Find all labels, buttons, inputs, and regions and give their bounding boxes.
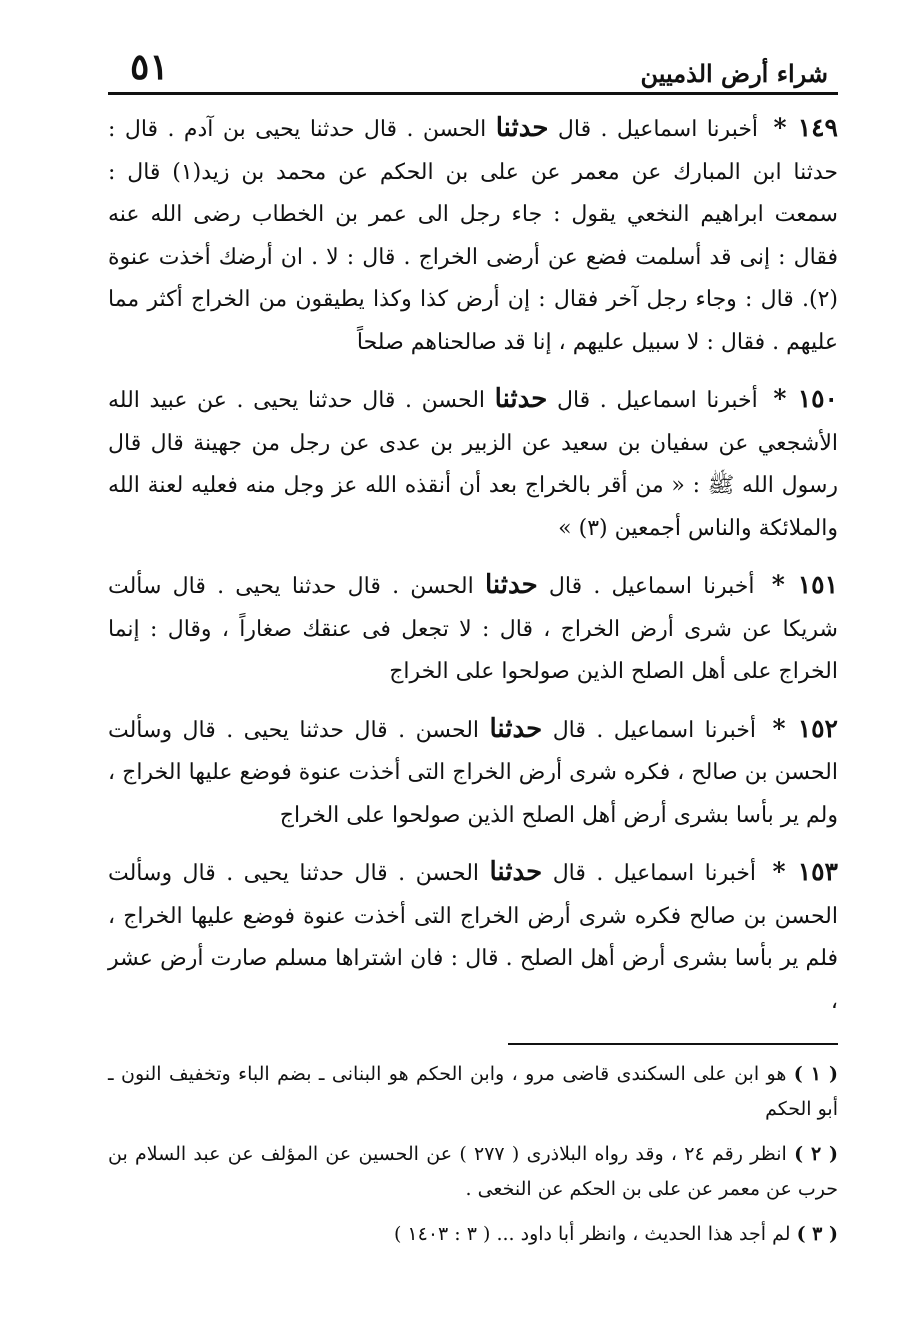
hadith-paragraph-149	[108, 107, 838, 364]
paragraph-number: ١٥١ *	[771, 570, 839, 599]
paragraph-number: ١٥٣ *	[772, 857, 838, 886]
paragraph-text-before: أخبرنا اسماعيل . قال	[548, 574, 755, 599]
footnotes	[108, 1057, 838, 1252]
paragraph-number: ١٤٩ *	[773, 113, 838, 142]
haddathana-word: حدثنا	[494, 384, 548, 414]
paragraph-text: الحسن . قال حدثنا يحيى . عن عبيد الله الأشجعي عن سفيان بن سعيد عن الزبير بن عدى عن رجل من جهينة قال قال رسول الله ﷺ : « من أقر بالخراج بعد أن أنقذه الله عز وجل منه فعليه لعنة الله والملائكة والناس أجمعين (٣) »	[108, 388, 838, 541]
paragraph-text-before: أخبرنا اسماعيل . قال	[552, 861, 756, 886]
hadith-paragraph-150	[108, 378, 838, 550]
paragraph-text: الحسن . قال حدثنا يحيى بن آدم . قال : حدثنا ابن المبارك عن معمر عن على بن الحكم عن محمد بن زيد(١) قال : سمعت ابراهيم النخعي يقول : جاء رجل الى عمر بن الخطاب رضى الله عنه فقال : إنى قد أسلمت فضع عن أرضى الخراج . قال : لا . ان أرضك أخذت عنوة (٢). قال : وجاء رجل آخر فقال : إن أرض كذا وكذا يطيقون من الخراج أكثر مما عليهم . فقال : لا سبيل عليهم ، إنا قد صالحناهم صلحاً	[108, 117, 839, 355]
footnote-text: لم أجد هذا الحديث ، وانظر أبا داود ... ( ٣ : ١٤٠٣ )	[393, 1223, 791, 1245]
hadith-paragraph-152	[108, 708, 838, 838]
paragraph-text-before: أخبرنا اسماعيل . قال	[556, 388, 758, 413]
main-text	[108, 107, 838, 1023]
haddathana-word: حدثنا	[495, 113, 549, 143]
paragraph-text: الحسن . قال حدثنا يحيى . قال وسألت الحسن بن صالح فكره شرى أرض الخراج التى أخذت عنوة فوضع عليها الخراج ، فلم ير بأسا بشرى أرض أهل الصلح . قال : فان اشتراها مسلم صارت أرض عشر ،	[108, 861, 838, 1014]
footnote-rule	[508, 1043, 838, 1045]
paragraph-text-before: أخبرنا اسماعيل . قال	[557, 117, 759, 142]
footnote-1	[108, 1057, 838, 1127]
haddathana-word: حدثنا	[484, 570, 538, 600]
haddathana-word: حدثنا	[489, 713, 543, 744]
hadith-paragraph-151	[108, 564, 838, 694]
haddathana-word: حدثنا	[489, 857, 543, 887]
paragraph-number: ١٥٢ *	[772, 713, 838, 743]
footnote-3	[108, 1217, 838, 1252]
footnote-text: انظر رقم ٢٤ ، وقد رواه البلاذرى ( ٢٧٧ ) عن الحسين عن المؤلف عن عبد السلام بن حرب عن معمر عن على بن الحكم عن النخعى .	[108, 1143, 838, 1200]
footnote-text: هو ابن على السكندى قاضى مرو ، وابن الحكم هو البنانى ـ بضم الباء وتخفيف النون ـ أبو الحكم	[108, 1063, 838, 1120]
hadith-paragraph-153	[108, 851, 838, 1023]
running-title: شراء أرض الذميين	[640, 59, 828, 88]
page-header	[108, 30, 838, 88]
footnote-mark: ( ٣ )	[796, 1223, 838, 1245]
footnote-mark: ( ١ )	[793, 1063, 839, 1085]
paragraph-text: الحسن . قال حدثنا يحيى . قال وسألت الحسن بن صالح ، فكره شرى أرض الخراج التى أخذت عنوة فوضع عليها الخراج ، ولم ير بأسا بشرى أرض أهل الصلح الذين صولحوا على الخراج	[108, 717, 838, 828]
header-rule	[108, 92, 838, 95]
page-number: ٥١	[130, 46, 169, 88]
paragraph-text-before: أخبرنا اسماعيل . قال	[552, 717, 756, 743]
footnote-2	[108, 1137, 838, 1207]
footnote-mark: ( ٢ )	[794, 1143, 838, 1165]
paragraph-text: الحسن . قال حدثنا يحيى . قال سألت شريكا عن شرى أرض الخراج ، قال : لا تجعل فى عنقك صغاراً ، وقال : إنما الخراج على أهل الصلح الذين صولحوا على الخراج	[108, 574, 838, 684]
paragraph-number: ١٥٠ *	[773, 384, 838, 413]
